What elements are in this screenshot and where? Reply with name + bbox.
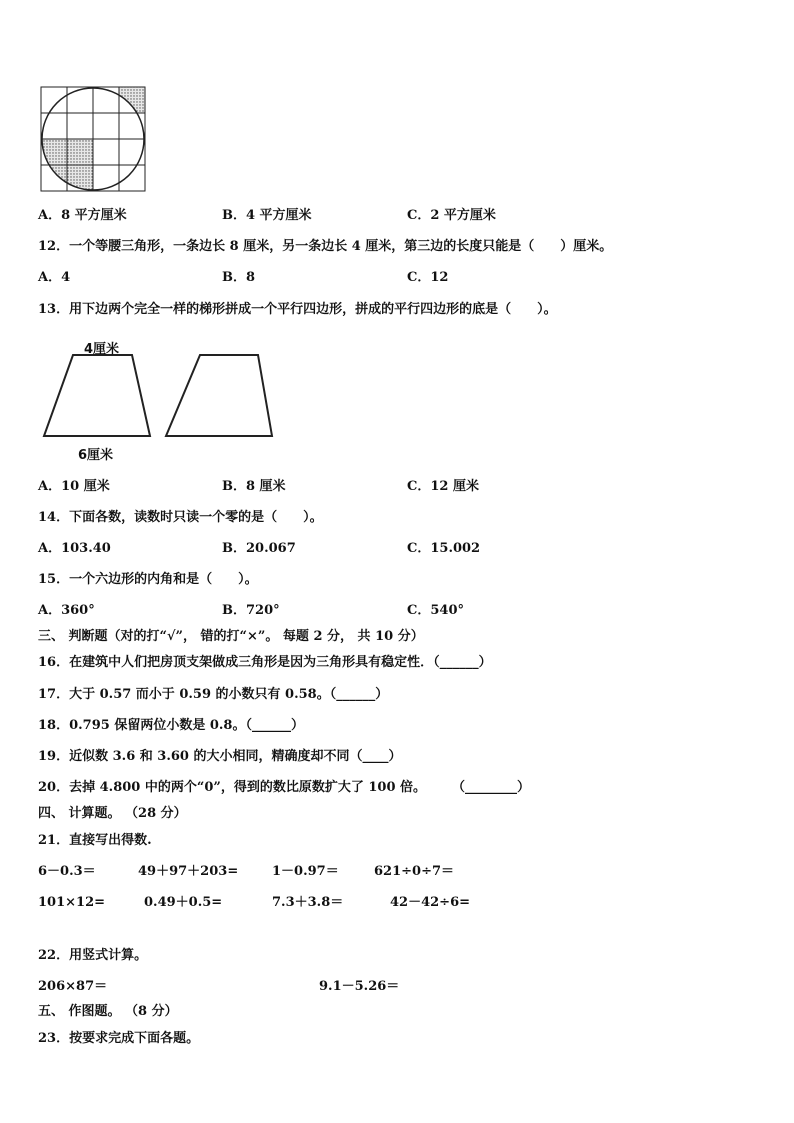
calc-item: 6－0.3＝: [38, 864, 96, 879]
q12-option-a[interactable]: A．4: [38, 270, 71, 285]
q19-text: 19．近似数 3.6 和 3.60 的大小相同，精确度却不同（____）: [38, 749, 402, 764]
q12-text: 12．一个等腰三角形，一条边长 8 厘米，另一条边长 4 厘米，第三边的长度只能是（ ）厘米。: [38, 239, 613, 254]
trapezoid-top-label: 4厘米: [84, 342, 120, 357]
q21-text: 21．直接写出得数.: [38, 833, 152, 848]
q13-option-c[interactable]: C．12 厘米: [407, 479, 479, 494]
q23-text: 23．按要求完成下面各题。: [38, 1031, 200, 1046]
q14-option-c[interactable]: C．15.002: [407, 541, 481, 556]
calc-item: 621÷0÷7＝: [374, 864, 455, 879]
calc-item: 0.49＋0.5=: [144, 895, 223, 910]
trapezoid-bottom-label: 6厘米: [78, 448, 114, 463]
q15-option-c[interactable]: C．540°: [407, 603, 464, 618]
q11-option-c[interactable]: C．2 平方厘米: [407, 208, 496, 223]
section-4-heading: 四、 计算题。 （28 分）: [38, 806, 187, 821]
vertical-calc-item: 9.1－5.26＝: [319, 979, 400, 994]
calc-item: 101×12=: [38, 895, 106, 910]
q14-option-b[interactable]: B．20.067: [222, 541, 296, 556]
q20-text: 20．去掉 4.800 中的两个“0”，得到的数比原数扩大了 100 倍。 （________）: [38, 780, 531, 795]
q16-text: 16．在建筑中人们把房顶支架做成三角形是因为三角形具有稳定性．（______）: [38, 655, 492, 670]
q14-text: 14．下面各数，读数时只读一个零的是（ ）。: [38, 510, 323, 525]
calc-item: 1－0.97＝: [272, 864, 339, 879]
q12-option-c[interactable]: C．12: [407, 270, 449, 285]
trapezoid-figure: [40, 335, 280, 465]
section-5-heading: 五、 作图题。 （8 分）: [38, 1004, 178, 1019]
calc-item: 7.3＋3.8＝: [272, 895, 344, 910]
q18-text: 18．0.795 保留两位小数是 0.8。（______）: [38, 718, 304, 733]
calc-item: 49＋97＋203=: [138, 864, 239, 879]
q22-text: 22．用竖式计算。: [38, 948, 148, 963]
q11-option-a[interactable]: A．8 平方厘米: [38, 208, 127, 223]
q14-option-a[interactable]: A．103.40: [38, 541, 111, 556]
q11-option-b[interactable]: B．4 平方厘米: [222, 208, 312, 223]
q17-text: 17．大于 0.57 而小于 0.59 的小数只有 0.58。（______）: [38, 687, 389, 702]
circle-grid-figure: [40, 86, 146, 192]
q13-text: 13．用下边两个完全一样的梯形拼成一个平行四边形，拼成的平行四边形的底是（ ）。: [38, 302, 557, 317]
calc-item: 42－42÷6=: [390, 895, 471, 910]
q15-option-b[interactable]: B．720°: [222, 603, 280, 618]
q12-option-b[interactable]: B．8: [222, 270, 256, 285]
q13-option-a[interactable]: A．10 厘米: [38, 479, 110, 494]
q15-option-a[interactable]: A．360°: [38, 603, 95, 618]
q15-text: 15．一个六边形的内角和是（ ）。: [38, 572, 258, 587]
q13-option-b[interactable]: B．8 厘米: [222, 479, 286, 494]
section-3-heading: 三、 判断题（对的打“√”， 错的打“×”。 每题 2 分， 共 10 分）: [38, 629, 424, 644]
vertical-calc-item: 206×87＝: [38, 979, 108, 994]
